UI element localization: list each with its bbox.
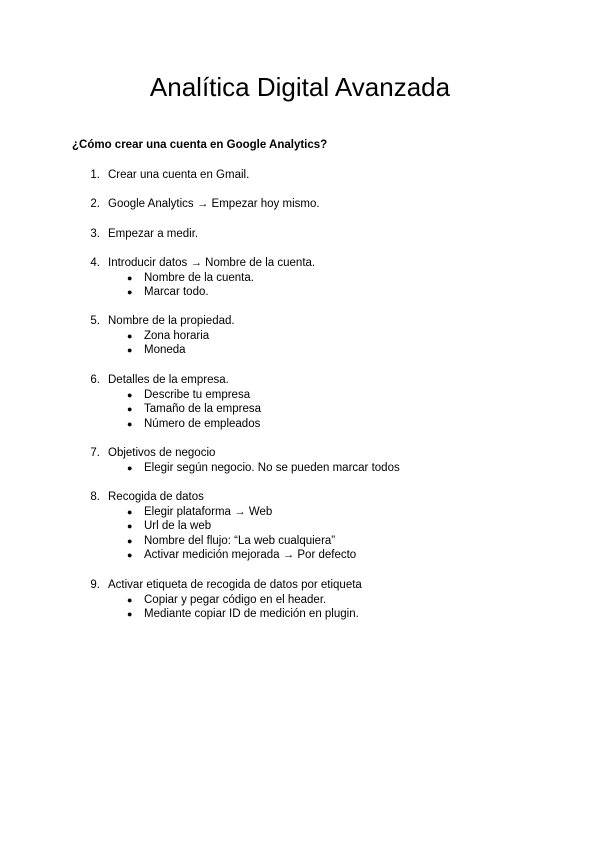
sub-list-item xyxy=(0,505,600,520)
sub-item-text: Elegir plataforma → Web xyxy=(144,505,273,518)
sub-list-item xyxy=(0,593,600,608)
bullet-icon: ● xyxy=(127,345,133,356)
sub-item-text: Moneda xyxy=(144,344,186,357)
list-item xyxy=(0,168,600,183)
step-number: 5. xyxy=(90,315,100,327)
step-number: 3. xyxy=(90,228,100,240)
bullet-icon: ● xyxy=(127,506,133,517)
step-number: 9. xyxy=(90,579,100,591)
sub-list-item xyxy=(0,607,600,622)
sub-list-item xyxy=(0,417,600,432)
step-text: Objetivos de negocio xyxy=(108,447,216,459)
sub-list-item xyxy=(0,519,600,534)
sub-item-text: Zona horaria xyxy=(144,329,210,342)
bullet-icon: ● xyxy=(127,550,133,561)
bullet-icon: ● xyxy=(127,535,133,546)
sub-item-text: Activar medición mejorada → Por defecto xyxy=(144,549,357,562)
step-text: Introducir datos → Nombre de la cuenta. xyxy=(108,257,316,269)
step-number: 6. xyxy=(90,374,100,386)
step-text: Google Analytics → Empezar hoy mismo. xyxy=(108,198,320,210)
sub-list-item xyxy=(0,271,600,286)
step-number: 7. xyxy=(90,447,100,459)
step-text: Crear una cuenta en Gmail. xyxy=(108,169,250,181)
list-item xyxy=(0,227,600,242)
bullet-icon: ● xyxy=(127,389,133,400)
sub-item-text: Describe tu empresa xyxy=(144,388,251,401)
bullet-icon: ● xyxy=(127,404,133,415)
bullet-icon: ● xyxy=(127,462,133,473)
sub-item-text: Mediante copiar ID de medición en plugin. xyxy=(144,608,359,621)
bullet-icon: ● xyxy=(127,594,133,605)
bullet-icon: ● xyxy=(127,330,133,341)
sub-item-text: Url de la web xyxy=(144,520,212,533)
sub-item-text: Tamaño de la empresa xyxy=(144,403,261,416)
sub-item-text: Nombre del flujo: “La web cualquiera” xyxy=(144,534,336,547)
bullet-icon: ● xyxy=(127,418,133,429)
sub-list-item xyxy=(0,402,600,417)
step-text: Detalles de la empresa. xyxy=(108,374,229,386)
bullet-icon: ● xyxy=(127,287,133,298)
sub-list-item xyxy=(0,388,600,403)
step-number: 4. xyxy=(90,257,100,269)
step-number: 8. xyxy=(90,491,100,503)
sub-list-item xyxy=(0,548,600,563)
page-title: Analítica Digital Avanzada xyxy=(149,72,451,102)
list-item xyxy=(0,256,600,300)
bullet-icon: ● xyxy=(127,521,133,532)
step-number: 2. xyxy=(90,198,100,210)
list-item xyxy=(0,446,600,475)
sub-item-text: Número de empleados xyxy=(144,417,261,430)
sub-list-item xyxy=(0,329,600,344)
list-item xyxy=(0,578,600,622)
step-text: Activar etiqueta de recogida de datos por etiqueta xyxy=(108,579,362,591)
bullet-icon: ● xyxy=(127,609,133,620)
list-item xyxy=(0,197,600,212)
step-text: Recogida de datos xyxy=(108,491,204,503)
sub-list-item xyxy=(0,285,600,300)
sub-item-text: Copiar y pegar código en el header. xyxy=(144,593,327,606)
sub-list-item xyxy=(0,461,600,476)
section-heading: ¿Cómo crear una cuenta en Google Analytics? xyxy=(72,139,328,151)
list-item xyxy=(0,373,600,431)
sub-item-text: Nombre de la cuenta. xyxy=(144,271,254,284)
sub-list-item xyxy=(0,343,600,358)
sub-item-text: Elegir según negocio. No se pueden marcar todos xyxy=(144,461,400,474)
step-number: 1. xyxy=(90,169,100,181)
step-text: Empezar a medir. xyxy=(108,228,199,240)
sub-list-item xyxy=(0,534,600,549)
bullet-icon: ● xyxy=(127,272,133,283)
sub-item-text: Marcar todo. xyxy=(144,286,209,299)
list-item xyxy=(0,490,600,563)
step-text: Nombre de la propiedad. xyxy=(108,315,235,327)
list-item xyxy=(0,314,600,358)
